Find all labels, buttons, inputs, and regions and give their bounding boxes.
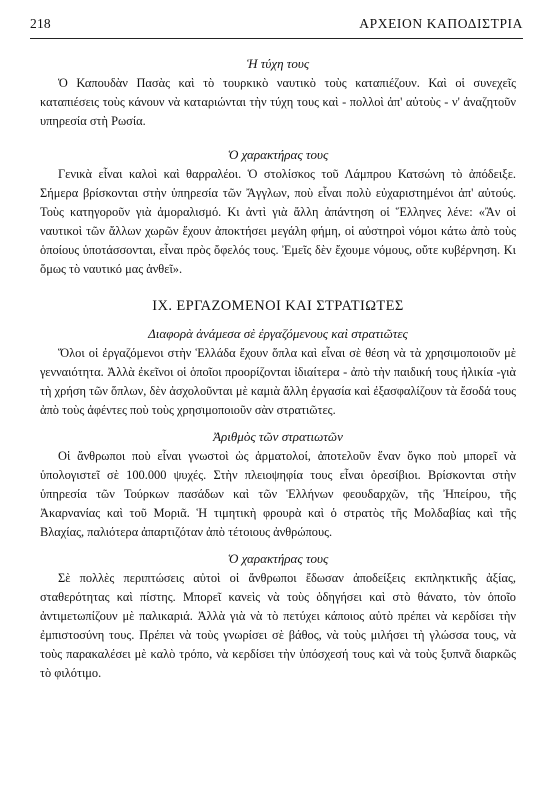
paragraph-character-sailors: Γενικὰ εἶναι καλοὶ καὶ θαρραλέοι. Ὁ στολίσκος τοῦ Λάμπρου Κατσώνη τὸ ἀπόδειξε. Σήμερα βρίσκονται στὴν ὑπηρεσία τῶν Ἄγγλων, ποὺ εἶναι πολὺ εὐχαριστημένοι ἀπ' αὐτούς. Τοὺς κατηγοροῦν γιὰ ἀμοραλισμό. Κι ἀντὶ γιὰ ἄλλη ἀπάντηση οἱ Ἕλληνες λένε: «Ἂν οἱ ναυτικοὶ τῶν ἄλλων χωρῶν ἔχουν ἀποκτήσει μεγάλη φήμη, οἱ αὐστηροὶ νόμοι κάτω ἀπὸ τοὺς ὁποίους ὑποτάσσονται, εἶναι πρὸς ὄφελός τους. Ἐμεῖς δὲν ἔχουμε νόμους, οὔτε κυβέρνηση. Κι ὅμως τὸ ναυτικό μας ἀνθεῖ». [40,167,516,276]
subheading-character-sailors: Ὁ χαρακτήρας τους [227,147,329,162]
paragraph-fate: Ὁ Καπουδὰν Πασὰς καὶ τὸ τουρκικὸ ναυτικὸ τοὺς καταπιέζουν. Καὶ οἱ συνεχεῖς καταπιέσεις τοὺς κάνουν νὰ καταριώνται τὴν τύχη τους καὶ - πολλοὶ ἀπ' αὐτοὺς - ν' ἀναζητοῦν υπηρεσία στὴ Ρωσία. [40,76,516,128]
subheading-number-of-soldiers: Ἀριθμὸς τῶν στρατιωτῶν [213,429,343,444]
running-title: ΑΡΧΕΙΟΝ ΚΑΠΟΔΙΣΤΡΙΑ [359,16,523,31]
subheading-fate: Ἡ τύχη τους [246,56,310,71]
subheading-character-soldiers: Ὁ χαρακτήρας τους [227,551,329,566]
page-header [30,16,523,36]
page-body [40,54,516,683]
section-heading: IX. ΕΡΓΑΖΟΜΕΝΟΙ ΚΑΙ ΣΤΡΑΤΙΩΤΕΣ [152,298,404,314]
header-rule [30,38,523,39]
paragraph-difference: Ὅλοι οἱ ἐργαζόμενοι στὴν Ἑλλάδα ἔχουν ὅπλα καὶ εἶναι σὲ θέση νὰ τὰ χρησιμοποιοῦν μὲ γενναιότητα. Ἀλλὰ ἐκεῖνοι οἱ ὁποῖοι προορίζονται ἰδιαίτερα - ἀπὸ τὴν παιδική τους ἡλικία -γιὰ τὴ χρήση τῶν ὅπλων, δὲν ἀσχολοῦνται μὲ καμιὰ ἄλλη ἐργασία καὶ ἐξασφαλίζουν τὰ ἔσοδά τους ἀπὸ τοὺς ἀφέντες ποὺ τοὺς χρησιμοποιοῦν σὰν στρατιῶτες. [40,346,516,417]
paragraph-number-of-soldiers: Οἱ ἄνθρωποι ποὺ εἶναι γνωστοὶ ὡς ἁρματολοί, ἀποτελοῦν ἕναν ὄγκο ποὺ μπορεῖ νὰ ὑπολογιστεῖ σὲ 100.000 ψυχές. Στὴν πλειοψηφία τους εἶναι ὀρεσίβιοι. Βρίσκονται στὴν ὑπηρεσία τῶν Τούρκων πασάδων καὶ τῶν Ἑλλήνων φεουδαρχῶν, τῆς Ἠπείρου, τῆς Ἀκαρνανίας καὶ τοῦ Μοριᾶ. Ἡ τιμητικὴ φρουρὰ καὶ ὁ στρατὸς τῆς Μολδαβίας καὶ τῆς Βλαχίας, παλιότερα ἀπαρτιζόταν ἀπὸ τέτοιους ἀνθρώπους. [40,449,516,539]
page-number: 218 [30,16,51,31]
paragraph-character-soldiers: Σὲ πολλὲς περιπτώσεις αὐτοὶ οἱ ἄνθρωποι ἔδωσαν ἀποδείξεις εκπληκτικῆς ἀξίας, σταθερότητας καὶ πίστης. Μπορεῖ κανεὶς νὰ τοὺς ὁδηγήσει καὶ στὸ θάνατο, τὸν ὁποῖο ἀντιμετωπίζουν μὲ παλικαριά. Ἀλλὰ γιὰ νὰ τὸ πετύχει κάποιος αὐτὸ πρέπει νὰ κερδίσει τὴν ἐμπιστοσύνη τους. Πρέπει νὰ τοὺς γνωρίσει σὲ βάθος, νὰ τοὺς μιλήσει τὴ γλώσσα τους, νὰ τοὺς παρακαλέσει μὲ καλὸ τρόπο, νὰ κερδίσει τὴν ὑπόσχεσή τους καὶ νὰ τοὺς ξυπνᾶ διαρκῶς τὸ φιλότιμο. [40,571,516,680]
subheading-difference: Διαφορὰ ἀνάμεσα σὲ ἐργαζόμενους καὶ στρατιῶτες [148,326,408,341]
